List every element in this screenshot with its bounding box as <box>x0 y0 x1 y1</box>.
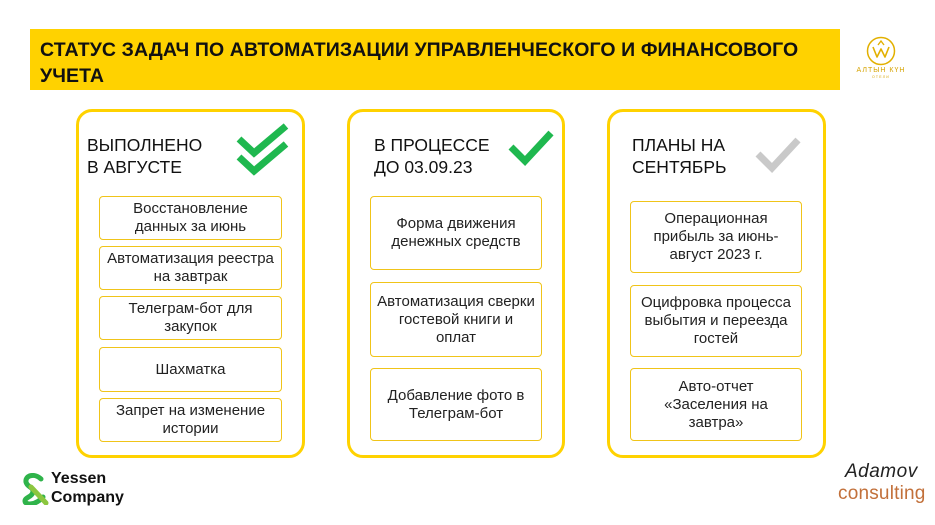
task-card <box>370 368 542 441</box>
yessen-company-text: Yessen Company <box>51 470 124 506</box>
task-label: Авто-отчет «Заселения на завтра» <box>664 377 768 431</box>
column-done-august <box>76 109 305 458</box>
task-card <box>630 201 802 273</box>
check-icon <box>507 129 555 169</box>
task-label: Шахматка <box>155 360 226 378</box>
column-heading: ПЛАНЫ НА СЕНТЯБРЬ <box>632 135 727 177</box>
column-plans-september <box>607 109 826 458</box>
task-label: Форма движения денежных средств <box>391 215 521 250</box>
check-icon <box>754 136 802 176</box>
column-heading: ВЫПОЛНЕНО В АВГУСТЕ <box>87 135 203 177</box>
task-label: Оцифровка процесса выбытия и переезда гостей <box>641 294 791 347</box>
double-check-icon <box>234 123 294 179</box>
ampersand-icon <box>21 473 49 505</box>
adamov-consulting-logo <box>835 461 930 511</box>
column-heading: В ПРОЦЕССЕ ДО 03.09.23 <box>374 135 490 177</box>
task-card <box>99 398 282 442</box>
sun-crown-icon <box>866 36 896 66</box>
task-label: Восстановление данных за июнь <box>133 200 248 235</box>
task-card <box>99 347 282 392</box>
altyn-kun-logo <box>852 36 910 92</box>
column-in-progress <box>347 109 565 458</box>
task-label: Автоматизация сверки гостевой книги и оплат <box>377 292 535 346</box>
adamov-text: Adamov <box>845 461 918 482</box>
task-card <box>99 296 282 340</box>
task-label: Автоматизация реестра на завтрак <box>107 250 274 285</box>
task-label: Добавление фото в Телеграм-бот <box>387 386 525 422</box>
task-card <box>99 246 282 290</box>
brand-sub: ОТЕЛИ <box>871 75 890 79</box>
page-title: СТАТУС ЗАДАЧ ПО АВТОМАТИЗАЦИИ УПРАВЛЕНЧЕСКОГО И ФИНАНСОВОГО УЧЕТА <box>40 39 799 87</box>
task-card <box>370 282 542 357</box>
task-card <box>630 368 802 441</box>
task-label: Операционная прибыль за июнь-август 2023 г. <box>653 210 779 263</box>
title-bar <box>30 29 840 90</box>
task-card <box>630 285 802 357</box>
yessen-company-logo <box>21 469 141 509</box>
task-label: Телеграм-бот для закупок <box>128 300 253 335</box>
task-label: Запрет на изменение истории <box>115 402 266 437</box>
brand-name: АЛТЫН КҮН <box>856 67 906 74</box>
task-card <box>99 196 282 240</box>
consulting-text: consulting <box>838 483 926 504</box>
task-card <box>370 196 542 270</box>
